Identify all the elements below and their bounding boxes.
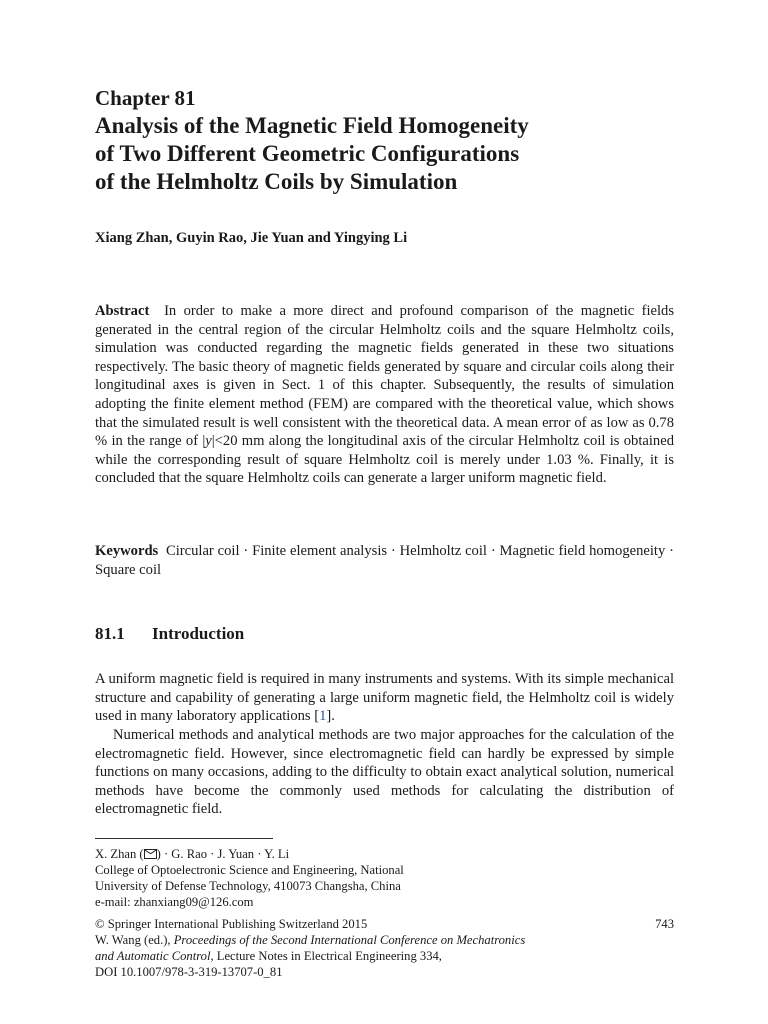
intro-paragraph: Numerical methods and analytical methods are two major approaches for the calculation of the electromagnetic field. However, since electromagnetic field can hardly be expressed by simple functions on many occasions, adding to the difficulty to obtain exact analytical solution, numerical methods have become the commonly used methods for calculating the distribution of electromagnetic field. (95, 727, 674, 818)
proceedings-line (95, 948, 674, 964)
email-line: e-mail: zhanxiang09@126.com (95, 895, 254, 909)
copyright-text: © Springer International Publishing Switzerland 2015 (95, 917, 368, 931)
chapter-number: Chapter 81 (95, 86, 196, 110)
proceedings-title: and Automatic Control, (95, 949, 214, 963)
series-text: Lecture Notes in Electrical Engineering 334, (213, 949, 442, 963)
affiliation-line: University of Defense Technology, 410073 Changsha, China (95, 879, 401, 893)
author-text: X. Zhan ( (95, 847, 144, 861)
intro-text: ]. (326, 708, 335, 725)
page-number: 743 (655, 917, 674, 931)
author-affiliation (95, 846, 674, 910)
author-text: ) · G. Rao · J. Yuan · Y. Li (156, 847, 290, 861)
affiliation-line: College of Optoelectronic Science and Engineering, National (95, 863, 404, 877)
proceedings-title: Proceedings of the Second International Conference on Mechatronics (173, 933, 526, 947)
abstract (95, 302, 674, 488)
abstract-text: In order to make a more direct and profound comparison of the magnetic fields generated in the central region of the circular Helmholtz coils and the square Helmholtz coils, simulation was conducted regarding the magnetic fields generated in these two situations respectively. The basic theory of magnetic fields generated by square and circular coils along their longitudinal axes is given in Sect. 1 of this chapter. Subsequently, the results of simulation adopting the finite element method (FEM) are compared with the theoretical value, which shows that the simulated result is well consistent with the theoretical data. A mean error of as low as 0.78 % in the range of | (95, 303, 675, 450)
section-heading (95, 624, 244, 644)
editor-text: W. Wang (ed.), (95, 933, 174, 947)
copyright-block (95, 916, 674, 980)
abstract-text: |<20 mm along the longitudinal axis of the circular Helmholtz coil is obtained while the corresponding result of square Helmholtz coil is merely under 1.03 %. Finally, it is concluded that the square Helmholtz coils can generate a larger uniform magnetic field. (95, 433, 674, 487)
chapter-title-line: Analysis of the Magnetic Field Homogeneity (95, 113, 529, 138)
abstract-variable: y (205, 433, 212, 450)
intro-paragraph (95, 670, 674, 726)
chapter-title-line: of Two Different Geometric Configurations (95, 141, 520, 166)
abstract-label: Abstract (95, 303, 150, 319)
keywords-text: Circular coil · Finite element analysis · Helmholtz coil · Magnetic field homogeneity · Square coil (95, 543, 675, 578)
chapter-title-line: of the Helmholtz Coils by Simulation (95, 169, 458, 194)
author-line (95, 846, 674, 862)
copyright-line (95, 916, 674, 932)
intro-text: A uniform magnetic field is required in many instruments and systems. With its simple mechanical structure and capability of generating a large uniform magnetic field, the Helmholtz coil is widely used in many laboratory applications [ (95, 671, 674, 725)
section-title: Introduction (152, 624, 245, 643)
section-number: 81.1 (95, 624, 125, 643)
proceedings-line (95, 932, 674, 948)
keywords-label: Keywords (95, 543, 159, 559)
chapter-title (95, 112, 715, 196)
author-list: Xiang Zhan, Guyin Rao, Jie Yuan and Yingying Li (95, 230, 408, 246)
keywords (95, 542, 674, 579)
footnote-divider (95, 838, 273, 839)
doi-line: DOI 10.1007/978-3-319-13707-0_81 (95, 965, 283, 979)
citation-link[interactable]: 1 (319, 708, 327, 725)
envelope-icon (144, 849, 157, 859)
